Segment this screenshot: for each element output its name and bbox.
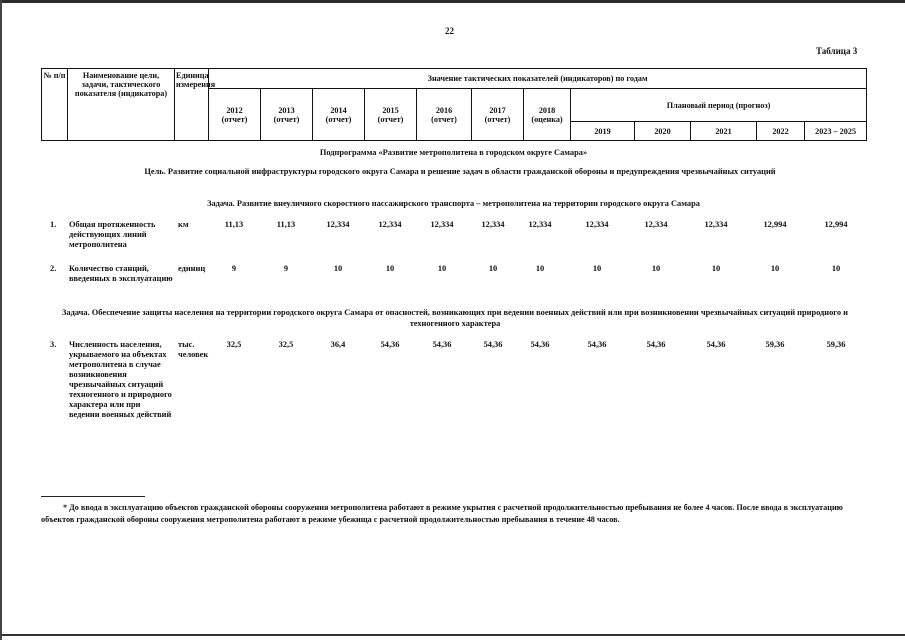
header-unit: Единица измерения: [175, 69, 209, 141]
value-cell: 36,4: [330, 340, 346, 349]
value-cell: 9: [283, 264, 289, 273]
value-cell: 10: [711, 264, 721, 273]
header-year-2022: 2022: [757, 122, 805, 141]
footnote-separator: [41, 496, 145, 497]
header-year-2021: 2021: [691, 122, 757, 141]
value-cell: 54,36: [432, 340, 452, 349]
value-cell: 12,334: [704, 220, 728, 229]
row-name: Численность населения, укрываемого на объектах метрополитена в случае возникновения чрезвычайных ситуаций техногенного и природного характера или при ведении военных действий: [69, 340, 172, 419]
scan-bottom-border: [0, 634, 905, 636]
header-year-2017: 2017 (отчет): [472, 89, 524, 141]
header-num: № п/п: [42, 69, 68, 141]
value-cell: 12,334: [585, 220, 609, 229]
header-year-2012: 2012 (отчет): [209, 89, 261, 141]
value-cell: 12,994: [763, 220, 787, 229]
row-name: Общая протяженность действующих линий метрополитена: [69, 220, 156, 249]
value-cell: 12,994: [824, 220, 848, 229]
task2-title: Задача. Обеспечение защиты населения на территории городского округа Самара от опасностей, возникающих при ведении военных действий или при возникновении чрезвычайных ситуаций природного и техногенного характера: [61, 308, 848, 328]
task1-title: Задача. Развитие внеуличного скоростного пассажирского транспорта – метрополитена на территории городского округа Самара: [207, 199, 700, 208]
row-name: Количество станций, введенных в эксплуатацию: [69, 264, 173, 283]
value-cell: 10: [831, 264, 841, 273]
row-unit: км: [178, 220, 189, 229]
goal-title: Цель. Развитие социальной инфраструктуры городского округа Самара и решение задач в области гражданской обороны и предупреждения чрезвычайных ситуаций: [144, 167, 776, 176]
header-name: Наименование цели, задачи, тактического показателя (индикатора): [68, 69, 175, 141]
header-year-2015: 2015 (отчет): [365, 89, 417, 141]
header-year-2016: 2016 (отчет): [417, 89, 472, 141]
row-num: 1.: [50, 220, 57, 229]
header-year-2013: 2013 (отчет): [261, 89, 313, 141]
header-year-2020: 2020: [635, 122, 691, 141]
value-cell: 11,13: [276, 220, 296, 229]
value-cell: 10: [333, 264, 343, 273]
value-cell: 12,334: [644, 220, 668, 229]
scan-left-border: [0, 0, 2, 640]
value-cell: 54,36: [530, 340, 550, 349]
value-cell: 54,36: [587, 340, 607, 349]
value-cell: 10: [488, 264, 498, 273]
header-values: Значение тактических показателей (индикаторов) по годам: [209, 69, 867, 89]
value-cell: 54,36: [380, 340, 400, 349]
value-cell: 59,36: [826, 340, 846, 349]
value-cell: 10: [437, 264, 447, 273]
row-unit: единиц: [178, 264, 206, 273]
table-caption: Таблица 3: [816, 46, 858, 56]
scan-top-border: [0, 0, 905, 3]
value-cell: 10: [592, 264, 602, 273]
value-cell: 54,36: [646, 340, 666, 349]
value-cell: 10: [770, 264, 780, 273]
table-header: [41, 68, 867, 141]
value-cell: 11,13: [224, 220, 244, 229]
value-cell: 10: [385, 264, 395, 273]
value-cell: 32,5: [226, 340, 242, 349]
value-cell: 12,334: [481, 220, 505, 229]
footnote: * До ввода в эксплуатацию объектов гражданской обороны сооружения метрополитена работают в режиме укрытия с расчетной продолжительностью пребывания не более 4 часов. После ввода в эксплуатацию объектов гражданской обороны сооружения метрополитена работают в режиме убежища с расчетной продолжительностью пребывания в течение 48 часов.: [41, 503, 843, 524]
value-cell: 32,5: [278, 340, 294, 349]
value-cell: 12,334: [528, 220, 552, 229]
row-num: 3.: [50, 340, 57, 349]
value-cell: 10: [535, 264, 545, 273]
page-number: 22: [445, 26, 454, 36]
value-cell: 59,36: [765, 340, 785, 349]
header-planned-period: Плановый период (прогноз): [571, 89, 867, 122]
value-cell: 10: [651, 264, 661, 273]
header-year-2019: 2019: [571, 122, 635, 141]
header-year-2023-2025: 2023 – 2025: [805, 122, 867, 141]
value-cell: 12,334: [430, 220, 454, 229]
header-year-2014: 2014 (отчет): [313, 89, 365, 141]
row-num: 2.: [50, 264, 57, 273]
header-year-2018: 2018 (оценка): [524, 89, 571, 141]
subprogram-title: Подпрограмма «Развитие метрополитена в городском округе Самара»: [319, 148, 588, 157]
value-cell: 12,334: [326, 220, 350, 229]
value-cell: 54,36: [706, 340, 726, 349]
value-cell: 9: [231, 264, 237, 273]
row-unit: тыс. человек: [178, 340, 209, 359]
value-cell: 54,36: [483, 340, 503, 349]
value-cell: 12,334: [378, 220, 402, 229]
